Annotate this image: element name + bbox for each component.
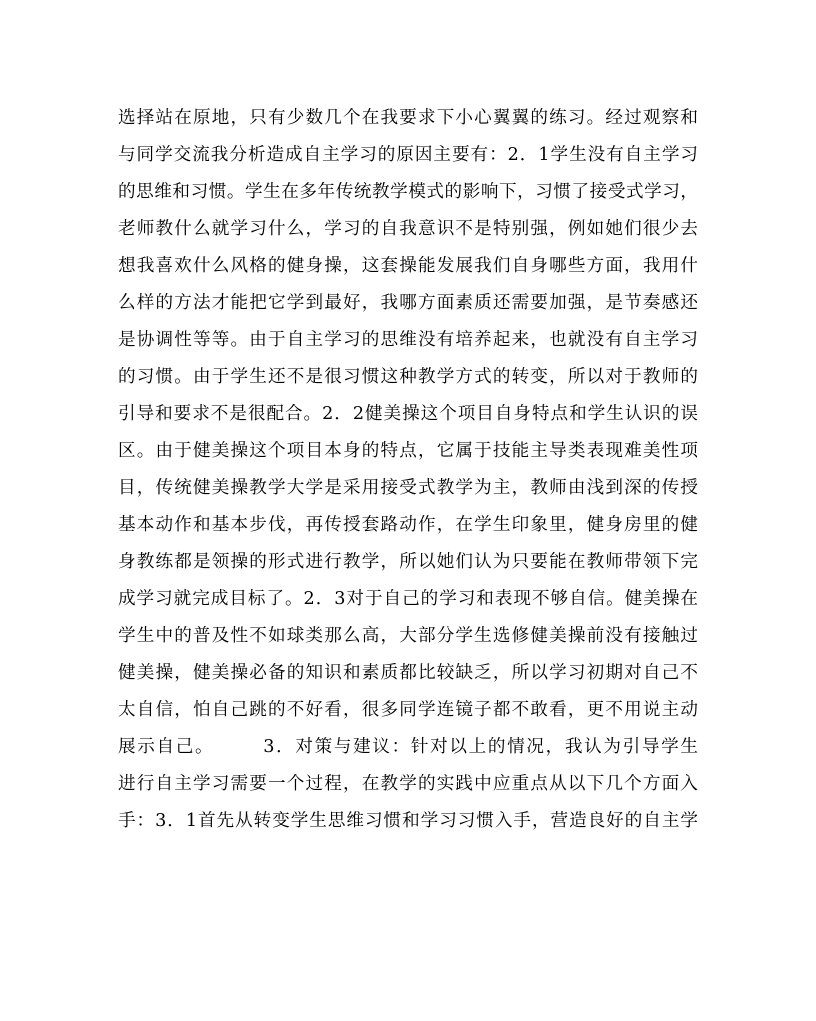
text-line: 手：3．1首先从转变学生思维习惯和学习习惯入手，营造良好的自主学 [118,811,698,831]
text-line: 的习惯。由于学生还不是很习惯这种教学方式的转变，所以对于教师的 [118,367,698,387]
text-line: 与同学交流我分析造成自主学习的原因主要有：2．1学生没有自主学习 [118,145,698,165]
text-line: 的思维和习惯。学生在多年传统教学模式的影响下，习惯了接受式学习， [118,182,698,202]
text-line: 老师教什么就学习什么，学习的自我意识不是特别强，例如她们很少去 [118,219,698,239]
text-line: 目，传统健美操教学大学是采用接受式教学为主，教师由浅到深的传授 [118,478,698,498]
text-line: 区。由于健美操这个项目本身的特点，它属于技能主导类表现难美性项 [118,441,698,461]
text-line: 是协调性等等。由于自主学习的思维没有培养起来，也就没有自主学习 [118,330,698,350]
text-line: 展示自己。 3．对策与建议：针对以上的情况，我认为引导学生 [118,737,698,757]
text-line: 太自信，怕自己跳的不好看，很多同学连镜子都不敢看，更不用说主动 [118,700,698,720]
text-line: 选择站在原地，只有少数几个在我要求下小心翼翼的练习。经过观察和 [118,108,698,128]
text-line: 健美操，健美操必备的知识和素质都比较缺乏，所以学习初期对自己不 [118,663,698,683]
text-line: 基本动作和基本步伐，再传授套路动作，在学生印象里，健身房里的健 [118,515,698,535]
document-body [118,100,698,840]
text-line: 成学习就完成目标了。2．3对于自己的学习和表现不够自信。健美操在 [118,589,698,609]
text-line: 么样的方法才能把它学到最好，我哪方面素质还需要加强，是节奏感还 [118,293,698,313]
text-line: 进行自主学习需要一个过程，在教学的实践中应重点从以下几个方面入 [118,774,698,794]
text-line: 身教练都是领操的形式进行教学，所以她们认为只要能在教师带领下完 [118,552,698,572]
text-line: 学生中的普及性不如球类那么高，大部分学生选修健美操前没有接触过 [118,626,698,646]
text-line: 想我喜欢什么风格的健身操，这套操能发展我们自身哪些方面，我用什 [118,256,698,276]
text-line: 引导和要求不是很配合。2．2健美操这个项目自身特点和学生认识的误 [118,404,698,424]
